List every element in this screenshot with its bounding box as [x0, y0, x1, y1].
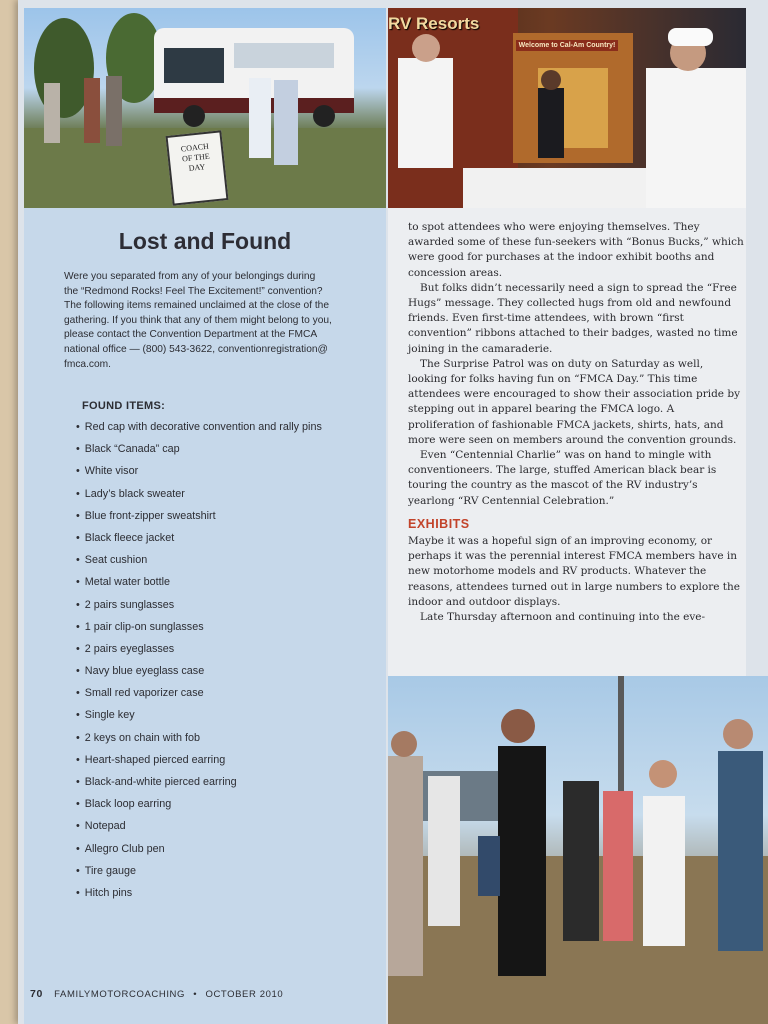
sign-line-3: DAY [188, 162, 206, 173]
found-item: • Tire gauge [76, 860, 322, 882]
found-item: • Small red vaporizer case [76, 682, 322, 704]
found-item: • Allegro Club pen [76, 838, 322, 860]
found-item: • Lady’s black sweater [76, 483, 322, 505]
body-paragraph: Maybe it was a hopeful sign of an improving economy, or perhaps it was the perennial interest FMCA members have in new motorhome models and RV products. Whatever the reasons, attendees turned out in large numbers to explore the indoor and outdoor displays. [408, 535, 740, 608]
found-item: • Single key [76, 704, 322, 726]
coach-of-the-day-sign [165, 130, 228, 205]
found-item: • 2 pairs eyeglasses [76, 638, 322, 660]
found-item: • 2 keys on chain with fob [76, 727, 322, 749]
body-paragraph: Late Thursday afternoon and continuing into the eve- [420, 611, 706, 624]
found-item: • Blue front-zipper sweatshirt [76, 505, 322, 527]
dance-scene-illustration [388, 676, 768, 1024]
booth-scene-illustration [388, 8, 746, 208]
footer-separator: • [193, 989, 198, 1000]
found-item: • Notepad [76, 815, 322, 837]
body-paragraph: Even “Centennial Charlie” was on hand to mingle with conventioneers. The large, stuffed American black bear is touring the country as the mascot of the RV industry’s yearlong “RV Centennial Celebration.” [408, 449, 717, 507]
found-item: • Black fleece jacket [76, 527, 322, 549]
body-paragraph: to spot attendees who were enjoying themselves. They awarded some of these fun-seekers with “Bonus Bucks,” which were good for purchases at the indoor exhibit booths and concession areas. [408, 221, 744, 279]
intro-line: fmca.com. [64, 358, 111, 370]
photo-rv-resorts-booth [388, 8, 746, 208]
found-item: • Black loop earring [76, 793, 322, 815]
found-item: • White visor [76, 460, 322, 482]
page-number: 70 [30, 988, 43, 1000]
intro-line: gathering. If you think that any of them might belong to you, [64, 314, 332, 326]
photo-outdoor-dancing [388, 676, 768, 1024]
welcome-banner: Welcome to Cal-Am Country! [516, 40, 618, 51]
found-item: • Metal water bottle [76, 571, 322, 593]
intro-line: national office — (800) 543-3622, conventionregistration@ [64, 343, 328, 355]
issue-date: OCTOBER 2010 [205, 989, 284, 1000]
found-item: • Black-and-white pierced earring [76, 771, 322, 793]
photo-coach-of-the-day [24, 8, 386, 208]
publication-name: FAMILYMOTORCOACHING [54, 989, 186, 1000]
intro-line: please contact the Convention Department at the FMCA [64, 329, 318, 341]
found-item: • Black “Canada” cap [76, 438, 322, 460]
found-item: • Red cap with decorative convention and rally pins [76, 416, 322, 438]
found-item: • 1 pair clip-on sunglasses [76, 616, 322, 638]
intro-text [64, 270, 370, 372]
lost-and-found-column [24, 208, 386, 1024]
intro-line: the “Redmond Rocks! Feel The Excitement!” convention? [64, 285, 323, 297]
found-items-list [76, 416, 322, 904]
page-footer [30, 988, 283, 1000]
exhibits-heading: EXHIBITS [408, 516, 470, 531]
body-paragraph: The Surprise Patrol was on duty on Saturday as well, looking for folks having fun on “FMCA Day.” This time attendees were encouraged to show their association pride by stepping out in apparel bearing the FMCA logo. A proliferation of fashionable FMCA jackets, shirts, hats, and more were seen on members around the convention grounds. [408, 357, 741, 446]
found-item: • Seat cushion [76, 549, 322, 571]
body-paragraph: But folks didn’t necessarily need a sign to spread the “Free Hugs” message. They collected hugs from old and newfound friends. Even first-time attendees, with brown “first convention” ribbons attached to their badges, wasted no time joining in the camaraderie. [408, 281, 738, 355]
found-items-heading: FOUND ITEMS: [82, 400, 166, 412]
found-item: • Navy blue eyeglass case [76, 660, 322, 682]
found-item: • Heart-shaped pierced earring [76, 749, 322, 771]
rv-resorts-banner: RV Resorts [388, 14, 480, 33]
sign-line-2: OF THE [181, 151, 211, 164]
article-body-column [388, 208, 746, 676]
intro-line: Were you separated from any of your belongings during [64, 271, 316, 282]
found-item: • Hitch pins [76, 882, 322, 904]
article-body [408, 220, 744, 625]
sign-line-1: COACH [180, 141, 210, 154]
intro-line: The following items remained unclaimed at the close of the [64, 300, 330, 312]
found-item: • 2 pairs sunglasses [76, 594, 322, 616]
page-title: Lost and Found [118, 228, 292, 254]
